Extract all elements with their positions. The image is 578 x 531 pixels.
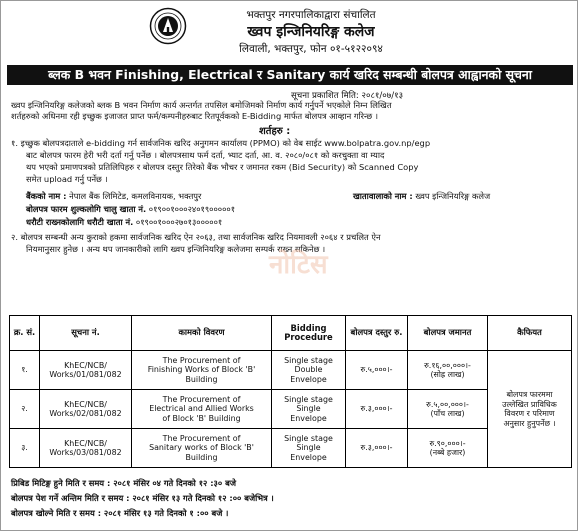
row-sn: १. bbox=[10, 351, 40, 390]
holder-label: खातावालाको नाम : bbox=[353, 191, 413, 201]
col-header-notice-no: सूचना नं. bbox=[40, 316, 132, 351]
col-header-procedure: Bidding Procedure bbox=[272, 316, 346, 351]
table-row bbox=[10, 429, 572, 468]
row-fee: रु.३,०००।- bbox=[346, 390, 408, 429]
table-row bbox=[10, 351, 572, 390]
fee-account-number: ०१९००१०००२४०१९०००००१ bbox=[148, 204, 236, 214]
row-description: The Procurement of Finishing Works of Block 'B' Building bbox=[132, 351, 272, 390]
holder-value: ख्वप इन्जिनियरिङ्ग कलेज bbox=[415, 191, 491, 201]
notice-title-banner: ब्लक B भवन Finishing, Electrical र Sanitary कार्य खरिद सम्बन्धी बोलपत्र आह्वानको सूचना bbox=[7, 65, 573, 85]
row-description: The Procurement of Electrical and Allied Works of Block 'B' Building bbox=[132, 390, 272, 429]
row-sn: २. bbox=[10, 390, 40, 429]
security-account-number: ०१९००१०००२७०१३०००००१ bbox=[135, 217, 223, 227]
row-security: रु.९०,०००।- (नब्बे हजार) bbox=[408, 429, 488, 468]
condition-1-line-3: थप भएको प्रमाणपत्रको प्रतिलिपिहरु र बोलपत्र दस्तुर तिरेको बैंक भौचर र जमानत रकम (Bid Security) को Scanned Copy bbox=[26, 162, 419, 172]
row-notice-no: KhEC/NCB/ Works/03/081/082 bbox=[40, 429, 132, 468]
row-notice-no: KhEC/NCB/ Works/01/081/082 bbox=[40, 351, 132, 390]
row-security: रु.५,००,०००।- (पाँच लाख) bbox=[408, 390, 488, 429]
col-header-security: बोलपत्र जमानत bbox=[408, 316, 488, 351]
bank-value: नेपाल बैंक लिमिटेड, कमलविनायक, भक्तपुर bbox=[69, 191, 202, 201]
table-header-row bbox=[10, 316, 572, 351]
publish-date: सूचना प्रकाशित मिति: २०८१/०७/१३ bbox=[291, 91, 404, 101]
condition-1-line-1: १. इच्छुक बोलपत्रदाताले e-bidding गर्न सार्वजनिक खरिद अनुगमन कार्यालय (PPMO) को वेब साईट www.bolpatra.gov.np/egp bbox=[11, 138, 431, 148]
submission-deadline: बोलपत्र पेश गर्ने अन्तिम मिति र समय : २०८१ मंसिर १३ गते दिनको १२ :०० बजेभित्र । bbox=[11, 493, 274, 503]
row-sn: ३. bbox=[10, 429, 40, 468]
row-procedure: Single stage Single Envelope bbox=[272, 390, 346, 429]
prebid-meeting-date: प्रिबिड मिटिङ्ग हुने मिति र समय : २०८१ मंसिर ०४ गते दिनको १२ :३० बजे bbox=[11, 478, 236, 488]
condition-1-line-4: समेत upload गर्नु पर्नेछ । bbox=[26, 174, 108, 184]
bid-opening-date: बोलपत्र खोल्ने मिति र समय : २०८१ मंसिर १३ गते दिनको १ :०० बजे । bbox=[11, 508, 229, 518]
condition-1-line-2: बाट बोलपत्र फारम हेरी भरी दर्ता गर्नु पर्नेछ । बोलपत्रसाथ फर्म दर्ता, भ्याट दर्ता, आ. व. २०८०/०८१ को करचुक्ता वा म्याद bbox=[26, 150, 385, 160]
header-affiliation: भक्तपुर नगरपालिकाद्वारा संचालित bbox=[246, 9, 376, 21]
row-security: रु.१६,००,०००।- (सोह्र लाख) bbox=[408, 351, 488, 390]
col-header-description: कामको विवरण bbox=[132, 316, 272, 351]
row-fee: रु.३,०००।- bbox=[346, 429, 408, 468]
intro-line-2: शर्तहरुको अधिनमा रही इच्छुक इजाजत प्राप्त फर्म/कम्पनीहरुबाट रितपूर्वकको E-Bidding मार्फत बोलपत्र आव्हान गरिन्छ । bbox=[11, 111, 379, 121]
conditions-heading: शर्तहरु : bbox=[259, 126, 291, 137]
college-address: लिवाली, भक्तपुर, फोन ०१-५१२२०९४ bbox=[239, 43, 383, 55]
col-header-fee: बोलपत्र दस्तुर रु. bbox=[346, 316, 408, 351]
condition-2-line-1: २. बोलपत्र सम्बन्धी अन्य कुराको हकमा सार्वजनिक खरिद ऐन २०६३, तथा सार्वजनिक खरिद नियमावली २०६४ र प्रचलित ऐन bbox=[11, 232, 381, 242]
col-header-remarks: कैफियत bbox=[488, 316, 572, 351]
table-row bbox=[10, 390, 572, 429]
row-procedure: Single stage Double Envelope bbox=[272, 351, 346, 390]
college-logo-icon bbox=[149, 7, 187, 45]
bank-row bbox=[26, 191, 201, 202]
col-header-sn: क्र. सं. bbox=[10, 316, 40, 351]
fee-account-label: बोलपत्र फारम शुल्कलोगि चालु खाता नं. bbox=[26, 204, 147, 214]
watermark: नोटिस bbox=[269, 250, 328, 280]
tender-table bbox=[9, 315, 572, 468]
account-holder-row bbox=[353, 191, 490, 202]
row-fee: रु.५,०००।- bbox=[346, 351, 408, 390]
security-account-row bbox=[26, 217, 222, 228]
row-remarks: बोलपत्र फारममा उल्लेखित प्राविधिक विवरण र परिमाण अनुसार हुनुपर्नेछ । bbox=[488, 351, 572, 468]
bank-label: बैंकको नाम : bbox=[26, 191, 67, 201]
intro-line-1: ख्वप इन्जिनियरिङ्ग कलेजको ब्लक B भवन निर्माण कार्य अन्तर्गत तपसिल बमोजिमको निर्माण कार्य गर्नुपर्ने भएकोले निम्न लिखित bbox=[11, 100, 392, 110]
row-procedure: Single stage Single Envelope bbox=[272, 429, 346, 468]
college-name: ख्वप इन्जिनियरिङ्ग कलेज bbox=[247, 24, 375, 40]
condition-2-line-2: नियमानुसार हुनेछ । अन्य थप जानकारीको लागि ख्वप इन्जिनियरिङ्ग कलेजमा सम्पर्क राख्न सकिनेछ । bbox=[26, 244, 326, 254]
row-description: The Procurement of Sanitary works of Block 'B' Building bbox=[132, 429, 272, 468]
row-notice-no: KhEC/NCB/ Works/02/081/082 bbox=[40, 390, 132, 429]
security-account-label: धरौटी राख्नकोलागि धरौटी खाता नं. bbox=[26, 217, 134, 227]
fee-account-row bbox=[26, 204, 235, 215]
